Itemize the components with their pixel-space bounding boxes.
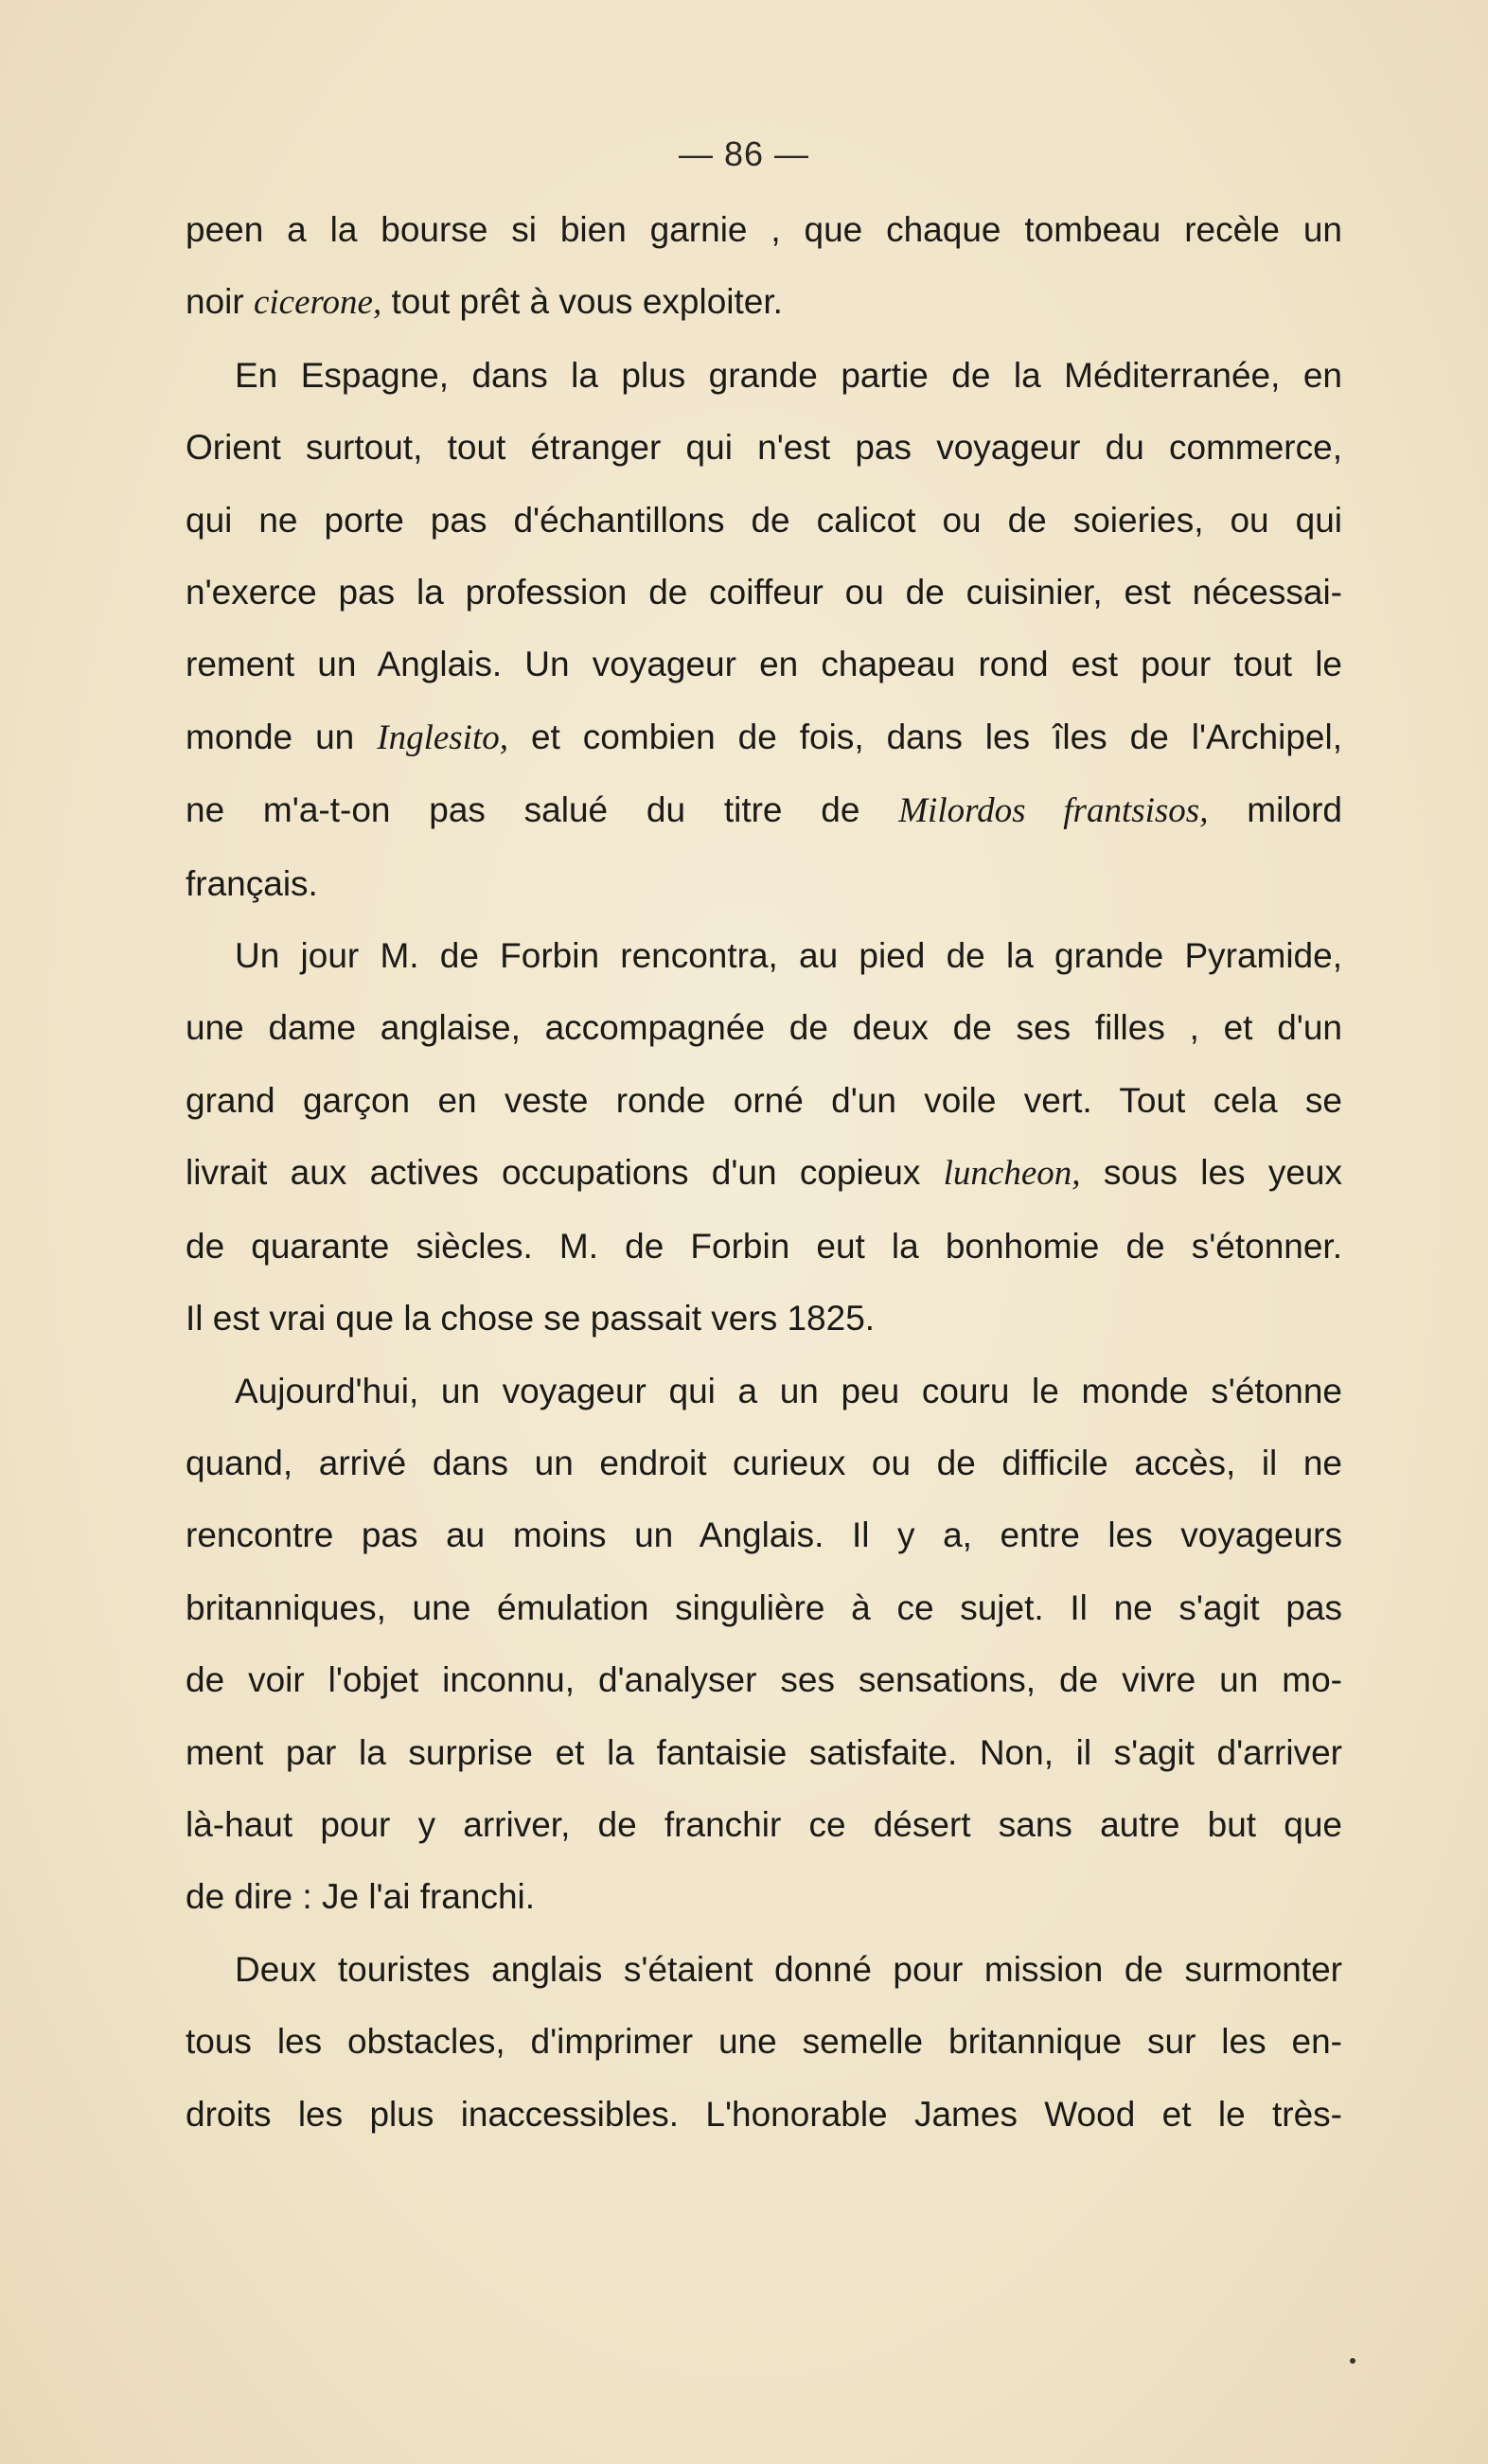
text-segment: ment par la surprise et la fantaisie satisfaite. Non, il s'agit d'arriver: [186, 1732, 1342, 1772]
text-line: [186, 920, 1342, 992]
text-segment: rencontre pas au moins un Anglais. Il y a, entre les voyageurs: [186, 1516, 1342, 1555]
text-segment: sous les yeux: [1080, 1153, 1342, 1193]
text-segment: rement un Anglais. Un voyageur en chapeau rond est pour tout le: [186, 645, 1342, 684]
text-line: [186, 1065, 1342, 1137]
text-line: [186, 1499, 1342, 1571]
text-line: [186, 1427, 1342, 1499]
italic-text: Inglesito,: [377, 718, 508, 757]
italic-text: cicerone,: [253, 283, 382, 323]
paragraph: [186, 1356, 1342, 1934]
paragraph: [186, 1934, 1342, 2151]
text-segment: tous les obstacles, d'imprimer une semelle britannique sur les en-: [186, 2022, 1342, 2062]
text-segment: En Espagne, dans la plus grande partie de la Méditerranée, en: [235, 355, 1342, 395]
ink-speck: [1350, 2358, 1355, 2364]
text-segment: britanniques, une émulation singulière à ce sujet. Il ne s'agit pas: [186, 1587, 1342, 1627]
text-segment: peen a la bourse si bien garnie , que chaque tombeau recèle un: [186, 210, 1342, 249]
text-line: [186, 2006, 1342, 2078]
text-segment: qui ne porte pas d'échantillons de calicot ou de soieries, ou qui: [186, 500, 1342, 540]
text-segment: de dire : Je l'ai franchi.: [186, 1877, 536, 1917]
text-segment: français.: [186, 863, 318, 903]
text-line: [186, 1644, 1342, 1716]
text-segment: ne m'a-t-on pas salué du titre de: [186, 790, 899, 830]
text-line: [186, 1211, 1342, 1283]
text-segment: Un jour M. de Forbin rencontra, au pied de la grande Pyramide,: [235, 936, 1342, 976]
paragraph: [186, 920, 1342, 1355]
text-segment: de quarante siècles. M. de Forbin eut la bonhomie de s'étonner.: [186, 1226, 1342, 1266]
italic-text: luncheon,: [943, 1154, 1081, 1194]
text-line: [186, 557, 1342, 629]
text-line: [186, 774, 1342, 847]
text-segment: Orient surtout, tout étranger qui n'est pas voyageur du commerce,: [186, 428, 1342, 468]
text-segment: grand garçon en veste ronde orné d'un voile vert. Tout cela se: [186, 1080, 1342, 1120]
paragraph: [186, 194, 1342, 340]
text-line: [186, 848, 1342, 920]
text-segment: Il est vrai que la chose se passait vers 1825.: [186, 1299, 876, 1338]
text-line: [186, 701, 1342, 774]
text-line: [186, 1789, 1342, 1861]
text-line: [186, 992, 1342, 1064]
paragraph: [186, 340, 1342, 920]
text-segment: n'exerce pas la profession de coiffeur ou de cuisinier, est nécessai-: [186, 573, 1342, 612]
text-segment: livrait aux actives occupations d'un copieux: [186, 1153, 944, 1193]
text-line: [186, 1137, 1342, 1210]
text-segment: tout prêt à vous exploiter.: [381, 282, 783, 322]
text-line: [186, 1717, 1342, 1789]
text-segment: là-haut pour y arriver, de franchir ce désert sans autre but que: [186, 1804, 1342, 1844]
body-text: [186, 194, 1342, 2151]
page-number: — 86 —: [678, 134, 810, 173]
text-line: [186, 266, 1342, 339]
text-segment: Aujourd'hui, un voyageur qui a un peu couru le monde s'étonne: [235, 1371, 1342, 1410]
text-line: [186, 2079, 1342, 2151]
text-segment: de voir l'objet inconnu, d'analyser ses sensations, de vivre un mo-: [186, 1660, 1342, 1700]
text-segment: quand, arrivé dans un endroit curieux ou de difficile accès, il ne: [186, 1443, 1342, 1482]
text-segment: une dame anglaise, accompagnée de deux de ses filles , et d'un: [186, 1008, 1342, 1048]
text-segment: Deux touristes anglais s'étaient donné pour mission de surmonter: [235, 1949, 1342, 1989]
text-line: [186, 485, 1342, 557]
text-segment: monde un: [186, 717, 378, 756]
text-line: [186, 1356, 1342, 1427]
text-line: [186, 1934, 1342, 2006]
italic-text: Milordos frantsisos,: [898, 791, 1209, 831]
text-segment: droits les plus inaccessibles. L'honorable James Wood et le très-: [186, 2094, 1342, 2134]
text-line: [186, 1572, 1342, 1644]
text-line: [186, 340, 1342, 412]
text-segment: milord: [1208, 790, 1342, 830]
text-line: [186, 412, 1342, 484]
text-line: [186, 1283, 1342, 1355]
text-segment: et combien de fois, dans les îles de l'Archipel,: [507, 717, 1342, 756]
text-segment: noir: [186, 282, 254, 322]
text-line: [186, 629, 1342, 700]
text-line: [186, 194, 1342, 266]
text-line: [186, 1861, 1342, 1933]
